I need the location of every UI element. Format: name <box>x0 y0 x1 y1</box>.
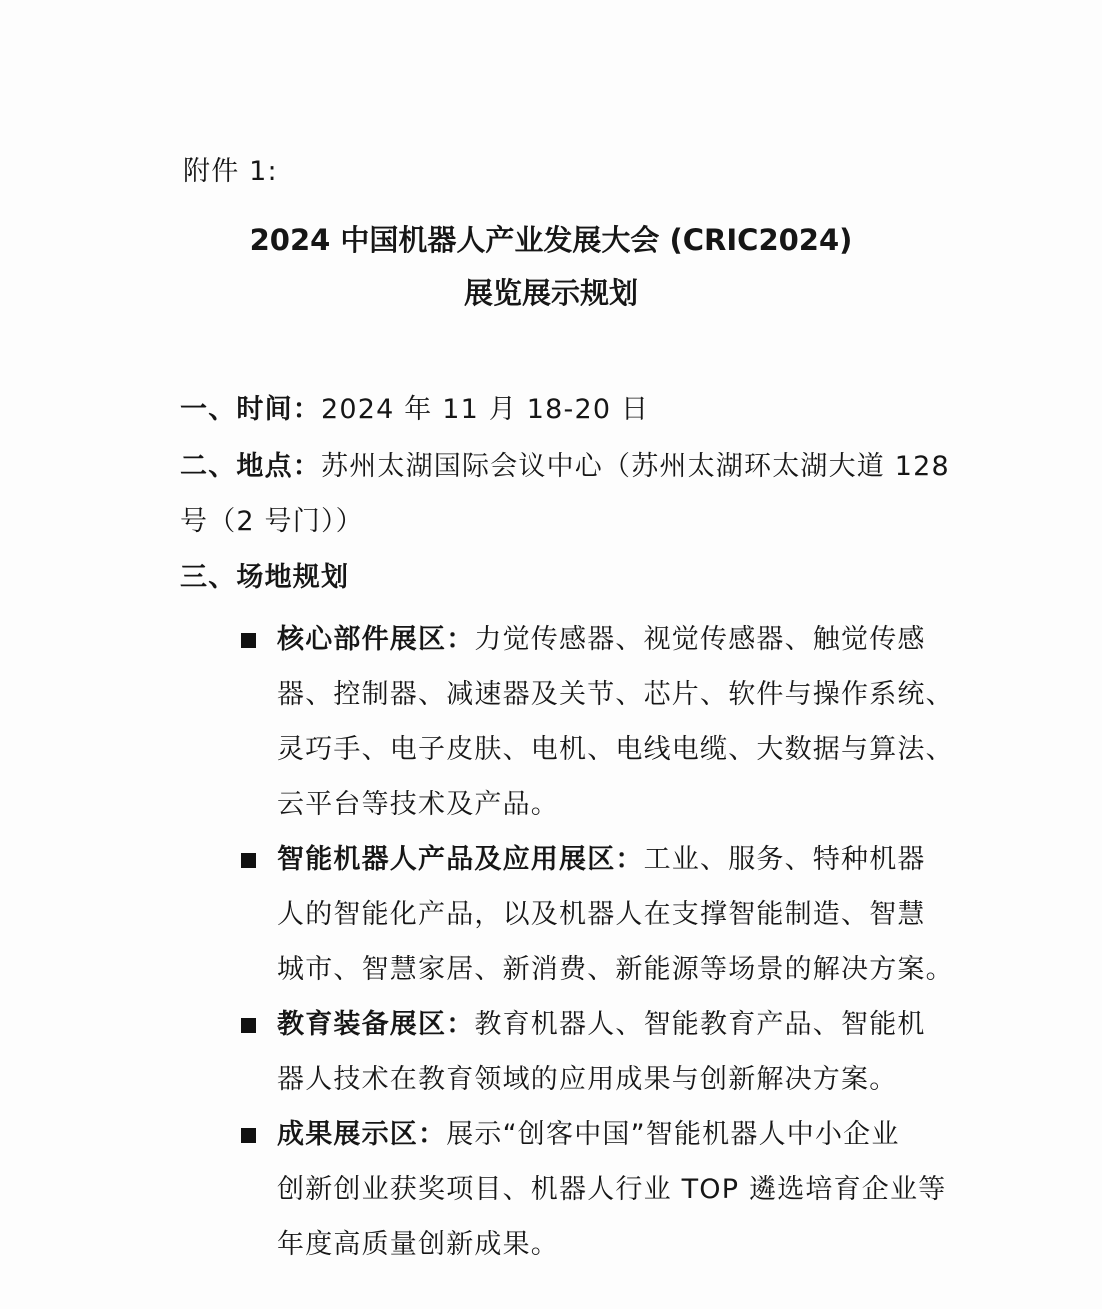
zone-line: 器、控制器、减速器及关节、芯片、软件与操作系统、 <box>277 679 954 710</box>
bullet-square-icon <box>241 1128 256 1143</box>
zone-line: 灵巧手、电子皮肤、电机、电线电缆、大数据与算法、 <box>277 734 954 765</box>
section-time <box>180 393 649 427</box>
zone-line: 教育机器人、智能教育产品、智能机 <box>474 1009 926 1040</box>
zone-line: 展示“创客中国”智能机器人中小企业 <box>446 1119 900 1150</box>
zone-line: 力觉传感器、视觉传感器、触觉传感 <box>474 624 926 655</box>
section-text: 2024 年 11 月 18-20 日 <box>321 394 650 425</box>
zone-core-components <box>277 623 926 657</box>
bullet-square-icon <box>241 853 256 868</box>
zone-line: 城市、智慧家居、新消费、新能源等场景的解决方案。 <box>277 954 954 985</box>
document-title: 2024 中国机器人产业发展大会 (CRIC2024) <box>249 223 853 257</box>
section-label: 二、地点： <box>180 451 321 482</box>
zone-line: 创新创业获奖项目、机器人行业 TOP 遴选培育企业等 <box>277 1174 947 1205</box>
section-text: 苏州太湖国际会议中心（苏州太湖环太湖大道 128 <box>321 451 950 482</box>
section-venue-plan: 三、场地规划 <box>180 562 350 593</box>
document-subtitle: 展览展示规划 <box>463 276 638 310</box>
zone-intelligent-robots <box>277 843 926 877</box>
zone-line: 人的智能化产品，以及机器人在支撑智能制造、智慧 <box>277 899 926 930</box>
zone-label: 教育装备展区： <box>277 1009 475 1040</box>
zone-line: 工业、服务、特种机器 <box>643 844 926 875</box>
zone-line: 年度高质量创新成果。 <box>277 1229 559 1260</box>
zone-label: 成果展示区： <box>277 1119 447 1150</box>
zone-achievements <box>277 1118 900 1152</box>
zone-line: 器人技术在教育领域的应用成果与创新解决方案。 <box>277 1064 898 1095</box>
zone-label: 核心部件展区： <box>277 624 475 655</box>
section-location-continuation: 号（2 号门）） <box>180 506 364 537</box>
section-label: 一、时间： <box>180 394 321 425</box>
bullet-square-icon <box>241 1018 256 1033</box>
zone-label: 智能机器人产品及应用展区： <box>277 844 644 875</box>
attachment-label: 附件 1: <box>183 156 278 187</box>
zone-line: 云平台等技术及产品。 <box>277 789 559 820</box>
section-location <box>180 450 950 484</box>
bullet-square-icon <box>241 633 256 648</box>
zone-education <box>277 1008 926 1042</box>
